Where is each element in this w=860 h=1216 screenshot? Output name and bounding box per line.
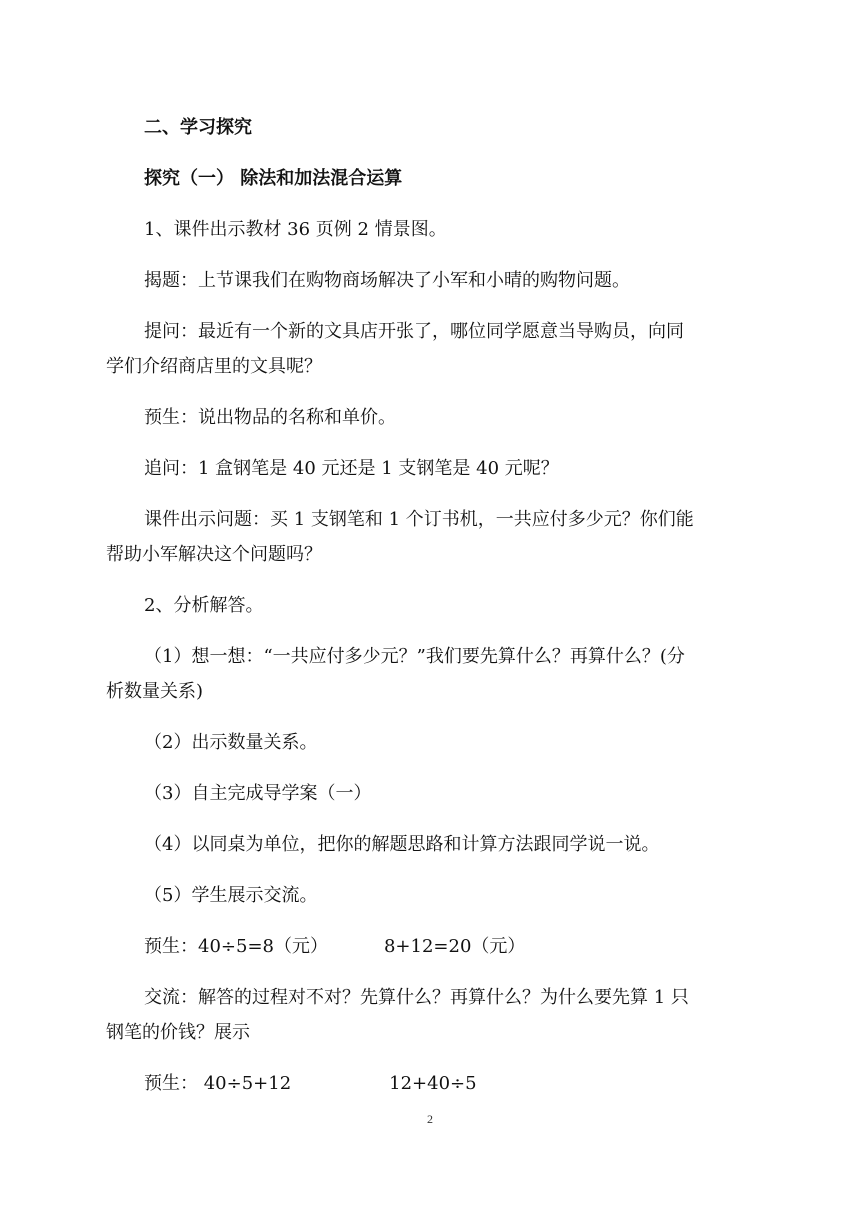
page-number: 2 xyxy=(427,1112,433,1126)
paragraph-10: （3）自主完成导学案（一） xyxy=(144,783,372,804)
subsection-heading: 探究（一） 除法和加法混合运算 xyxy=(144,168,403,189)
paragraph-8-line-2: 析数量关系) xyxy=(106,681,204,702)
paragraph-14-line-1: 交流：解答的过程对不对？先算什么？再算什么？为什么要先算 1 只 xyxy=(144,987,689,1008)
paragraph-6-line-1: 课件出示问题：买 1 支钢笔和 1 个订书机，一共应付多少元？你们能 xyxy=(144,509,694,530)
paragraph-15 xyxy=(106,1070,766,1098)
paragraph-5: 追问：1 盒钢笔是 40 元还是 1 支钢笔是 40 元呢？ xyxy=(144,458,559,479)
paragraph-7: 2、分析解答。 xyxy=(144,595,264,616)
paragraph-6-line-2: 帮助小军解决这个问题吗？ xyxy=(106,544,322,565)
paragraph-3-line-2: 学们介绍商店里的文具呢？ xyxy=(106,356,322,377)
paragraph-9: （2）出示数量关系。 xyxy=(144,732,318,753)
expression-2: 12+40÷5 xyxy=(389,1073,477,1094)
prediction-answer-1: 预生：40÷5=8（元） xyxy=(144,936,328,957)
paragraph-2: 揭题：上节课我们在购物商场解决了小军和小晴的购物问题。 xyxy=(144,270,630,291)
expression-1: 预生： 40÷5+12 xyxy=(144,1073,292,1094)
prediction-answer-2: 8+12=20（元） xyxy=(383,936,526,957)
paragraph-3-line-1: 提问：最近有一个新的文具店开张了，哪位同学愿意当导购员，向同 xyxy=(144,321,684,342)
paragraph-12: （5）学生展示交流。 xyxy=(144,885,318,906)
paragraph-11: （4）以同桌为单位，把你的解题思路和计算方法跟同学说一说。 xyxy=(144,834,660,855)
paragraph-14-line-2: 钢笔的价钱？展示 xyxy=(106,1022,250,1043)
paragraph-13 xyxy=(106,933,766,961)
paragraph-8-line-1: （1）想一想：“一共应付多少元？”我们要先算什么？再算什么？(分 xyxy=(144,646,685,667)
paragraph-1: 1、课件出示教材 36 页例 2 情景图。 xyxy=(144,219,447,240)
section-heading: 二、学习探究 xyxy=(144,117,252,138)
paragraph-4: 预生：说出物品的名称和单价。 xyxy=(144,407,396,428)
